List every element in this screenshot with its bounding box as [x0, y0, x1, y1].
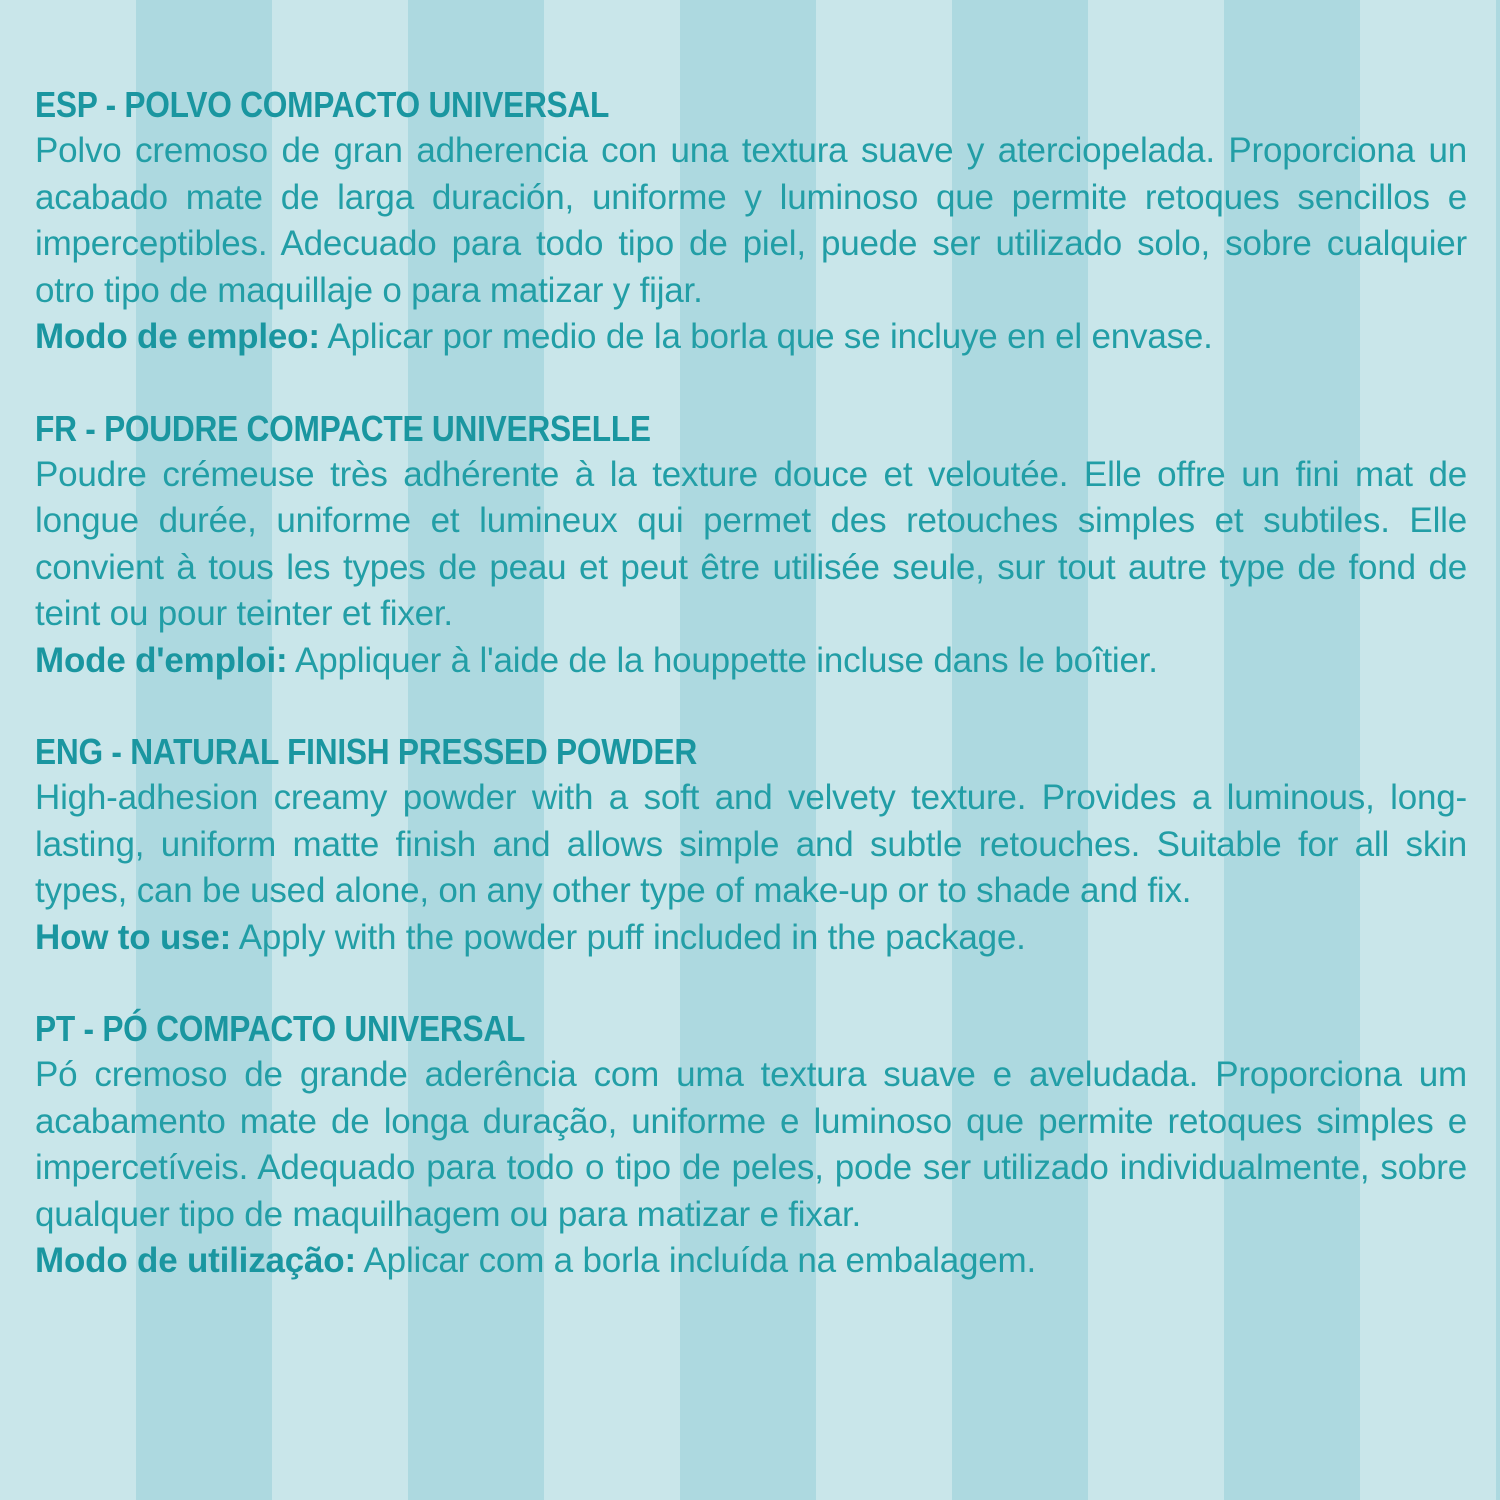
usage-label: Modo de utilização:	[35, 1241, 356, 1280]
section-title: ESP - POLVO COMPACTO UNIVERSAL	[35, 84, 610, 125]
usage-instructions	[35, 314, 1467, 361]
product-description	[35, 82, 1467, 1330]
section-description: Poudre crémeuse très adhérente à la texture douce et veloutée. Elle offre un fini mat de longue durée, uniforme et lumineux qui permet des retouches simples et subtiles. Elle convient à tous les types de peau et peut être utilisée seule, sur tout autre type de fond de teint ou pour teinter et fixer.	[35, 454, 1467, 633]
usage-instructions	[35, 638, 1467, 685]
usage-text: Apply with the powder puff included in the package.	[231, 917, 1026, 957]
section-description: High-adhesion creamy powder with a soft and velvety texture. Provides a luminous, long-lasting, uniform matte finish and allows simple and subtle retouches. Suitable for all skin types, can be used alone, on any other type of make-up or to shade and fix.	[35, 778, 1467, 910]
section-description: Pó cremoso de grande aderência com uma textura suave e aveludada. Proporciona um acabamento mate de longa duração, uniforme e luminoso que permite retoques simples e impercetíveis. Adequado para todo o tipo de peles, pode ser utilizado individualmente, sobre qualquer tipo de maquilhagem ou para matizar e fixar.	[35, 1055, 1467, 1234]
section-title: FR - POUDRE COMPACTE UNIVERSELLE	[35, 407, 651, 449]
section-title: PT - PÓ COMPACTO UNIVERSAL	[35, 1008, 526, 1049]
section-portuguese	[35, 1006, 1467, 1285]
section-title: ENG - NATURAL FINISH PRESSED POWDER	[35, 731, 697, 772]
section-english	[35, 729, 1467, 961]
usage-instructions	[35, 915, 1467, 962]
section-spanish	[35, 82, 1467, 361]
section-french	[35, 406, 1467, 685]
usage-label: How to use:	[35, 917, 232, 957]
usage-text: Aplicar por medio de la borla que se incluye en el envase.	[319, 317, 1213, 356]
usage-instructions	[35, 1238, 1467, 1285]
usage-label: Modo de empleo:	[35, 317, 320, 356]
section-description: Polvo cremoso de gran adherencia con una textura suave y aterciopelada. Proporciona un acabado mate de larga duración, uniforme y luminoso que permite retoques sencillos e imperceptibles. Adecuado para todo tipo de piel, puede ser utilizado solo, sobre cualquier otro tipo de maquillaje o para matizar y fijar.	[35, 131, 1467, 310]
usage-text: Aplicar com a borla incluída na embalagem.	[355, 1241, 1037, 1280]
usage-label: Mode d'emploi:	[35, 640, 288, 680]
usage-text: Appliquer à l'aide de la houppette incluse dans le boîtier.	[287, 640, 1158, 680]
